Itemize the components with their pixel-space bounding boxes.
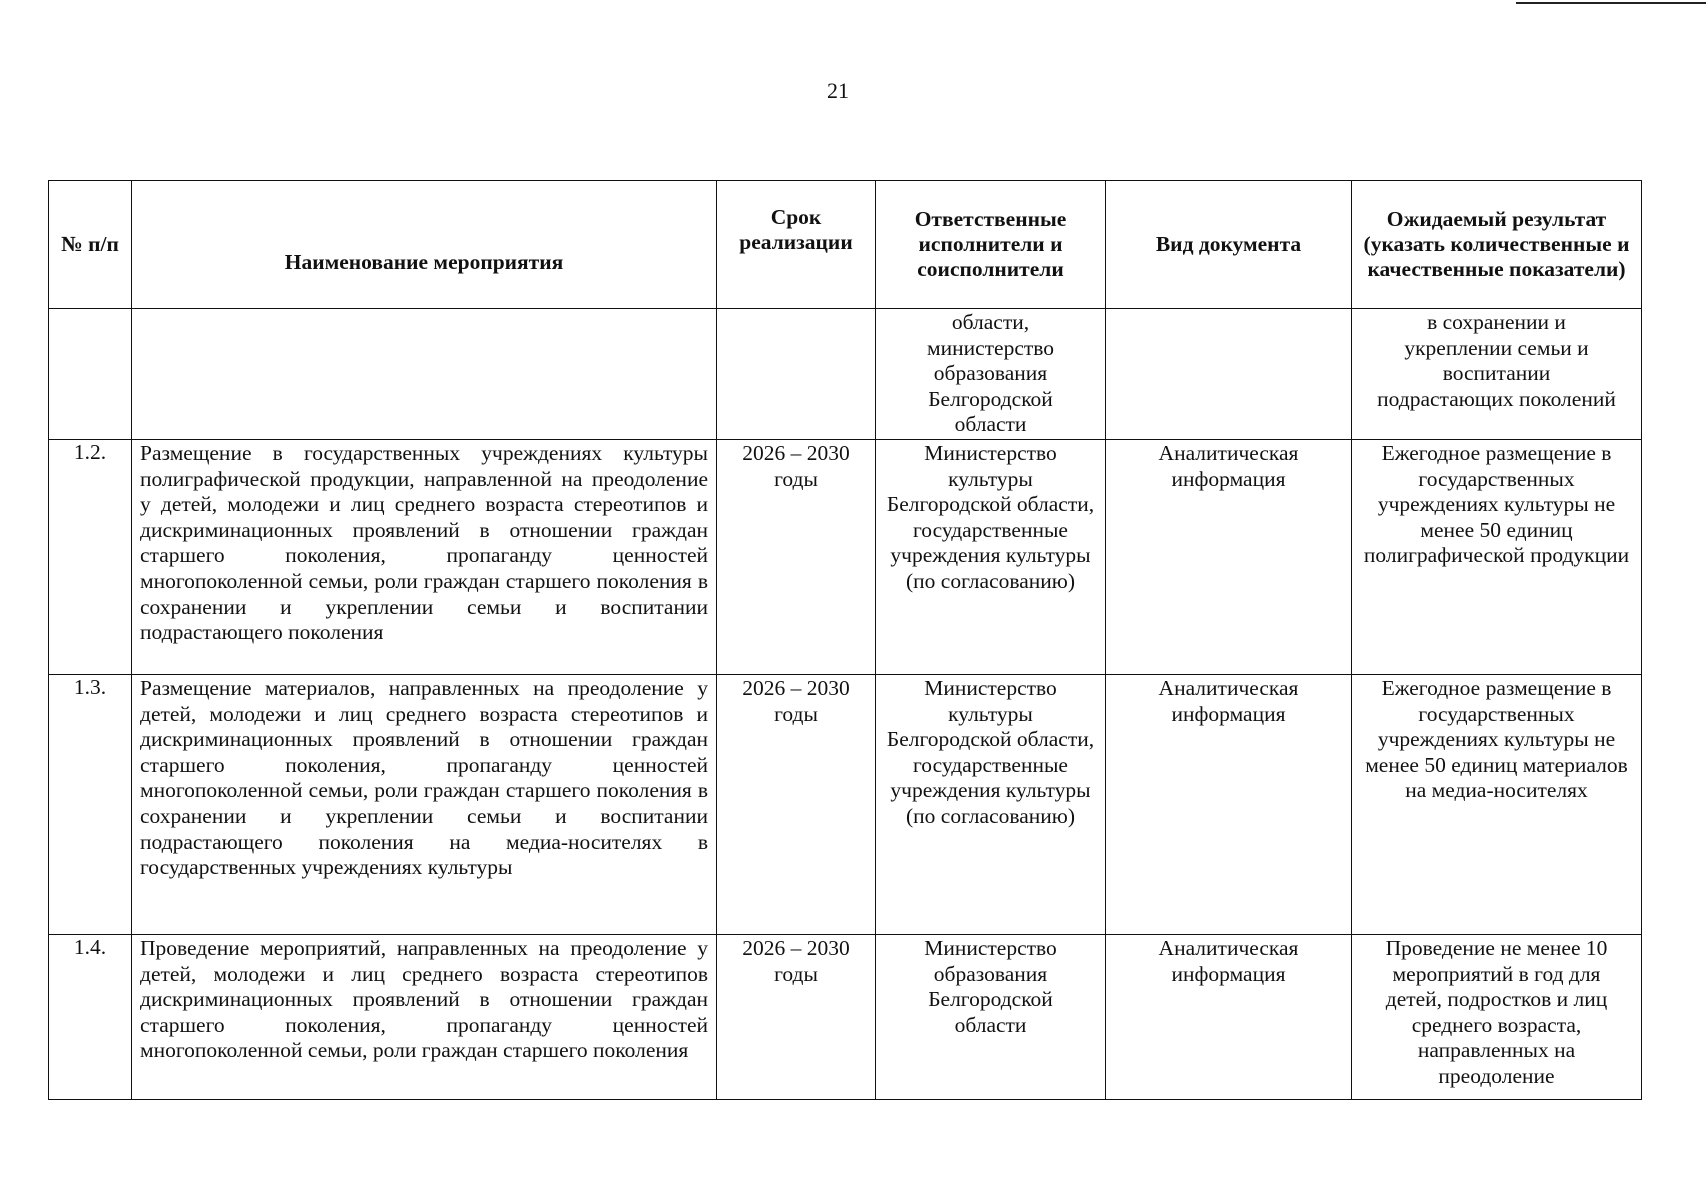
table-row (49, 675, 1642, 935)
row-responsible: области, министерство образования Белгородской области (876, 309, 1106, 440)
row-document-type: Аналитическая информация (1106, 675, 1352, 935)
header-term: Срок реализации (717, 181, 876, 309)
row-activity-name: Проведение мероприятий, направленных на преодоление у детей, молодежи и лиц среднего возраста стереотипов дискриминационных проявлений в отношении граждан старшего поколения, пропаганду ценностей многопоколенной семьи, роли граждан старшего поколения (132, 935, 717, 1100)
row-term: 2026 – 2030 годы (717, 935, 876, 1100)
table-row (49, 440, 1642, 675)
row-expected-result: в сохранении и укреплении семьи и воспитании подрастающих поколений (1352, 309, 1642, 440)
row-document-type: Аналитическая информация (1106, 935, 1352, 1100)
row-responsible: Министерство культуры Белгородской области, государственные учреждения культуры (по согласованию) (876, 440, 1106, 675)
row-term: 2026 – 2030 годы (717, 675, 876, 935)
row-expected-result: Проведение не менее 10 мероприятий в год для детей, подростков и лиц среднего возраста, направленных на преодоление (1352, 935, 1642, 1100)
row-number (49, 309, 132, 440)
top-edge-line (1516, 2, 1706, 4)
header-number: № п/п (49, 181, 132, 309)
header-activity-name: Наименование мероприятия (132, 181, 717, 309)
row-activity-name (132, 309, 717, 440)
table-row (49, 309, 1642, 440)
page-number: 21 (827, 78, 849, 103)
activities-table (48, 180, 1642, 1100)
row-number: 1.4. (49, 935, 132, 1100)
row-number: 1.2. (49, 440, 132, 675)
header-document-type: Вид документа (1106, 181, 1352, 309)
row-responsible: Министерство культуры Белгородской области, государственные учреждения культуры (по согласованию) (876, 675, 1106, 935)
row-term: 2026 – 2030 годы (717, 440, 876, 675)
header-expected-result: Ожидаемый результат (указать количественные и качественные показатели) (1352, 181, 1642, 309)
table-row (49, 935, 1642, 1100)
table-header-row (49, 181, 1642, 309)
row-number: 1.3. (49, 675, 132, 935)
row-expected-result: Ежегодное размещение в государственных учреждениях культуры не менее 50 единиц полиграфической продукции (1352, 440, 1642, 675)
row-term (717, 309, 876, 440)
row-expected-result: Ежегодное размещение в государственных учреждениях культуры не менее 50 единиц материалов на медиа-носителях (1352, 675, 1642, 935)
row-activity-name: Размещение материалов, направленных на преодоление у детей, молодежи и лиц среднего возраста стереотипов и дискриминационных проявлений в отношении граждан старшего поколения, пропаганду ценностей многопоколенной семьи, роли граждан старшего поколения в сохранении и укреплении семьи и воспитании подрастающего поколения на медиа-носителях в государственных учреждениях культуры (132, 675, 717, 935)
row-document-type (1106, 309, 1352, 440)
row-activity-name: Размещение в государственных учреждениях культуры полиграфической продукции, направленной на преодоление у детей, молодежи и лиц среднего возраста стереотипов и дискриминационных проявлений в отношении граждан старшего поколения, пропаганду ценностей многопоколенной семьи, роли граждан старшего поколения в сохранении и укреплении семьи и воспитании подрастающего поколения (132, 440, 717, 675)
row-responsible: Министерство образования Белгородской области (876, 935, 1106, 1100)
row-document-type: Аналитическая информация (1106, 440, 1352, 675)
header-responsible: Ответственные исполнители и соисполнители (876, 181, 1106, 309)
